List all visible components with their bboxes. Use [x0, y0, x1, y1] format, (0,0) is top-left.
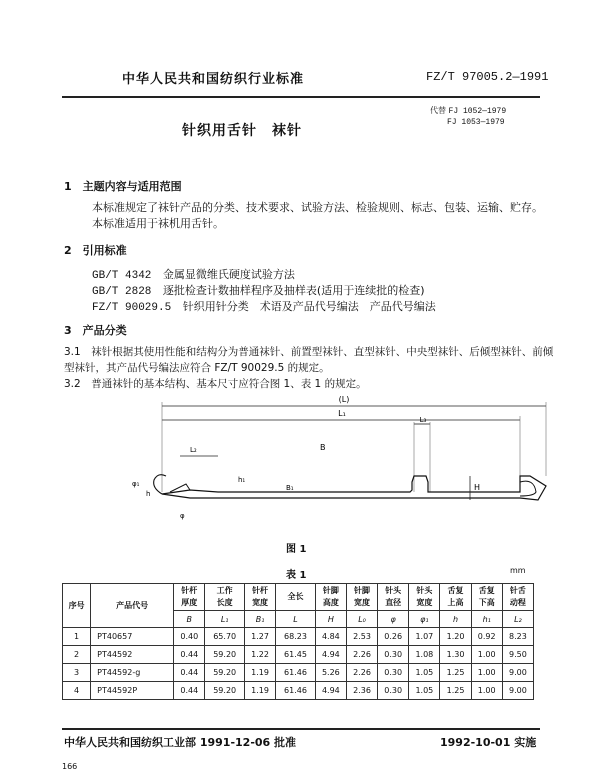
table-cell: 1.25 — [440, 682, 471, 700]
table-cell: 0.30 — [378, 646, 409, 664]
section-1-para-2: 本标准适用于袜机用舌针。 — [92, 217, 224, 230]
table-cell: 65.70 — [205, 628, 245, 646]
table-cell: 59.20 — [205, 664, 245, 682]
table-cell: 0.44 — [174, 682, 205, 700]
table-cell: 4 — [63, 682, 91, 700]
footer-rule — [62, 728, 540, 730]
table-cell: 0.30 — [378, 682, 409, 700]
table-cell: 1.00 — [471, 664, 502, 682]
standard-code: FZ/T 97005.2—1991 — [426, 70, 549, 84]
symbol-cell: h₁ — [471, 611, 502, 628]
reference-3 — [92, 298, 436, 314]
table-cell: PT40657 — [91, 628, 174, 646]
reference-1 — [92, 266, 295, 282]
table-cell: 9.50 — [502, 646, 533, 664]
table-cell: 8.23 — [502, 628, 533, 646]
header-cell: 针杆 宽度 — [244, 584, 275, 611]
label-l2: L₂ — [190, 446, 197, 454]
table-row — [63, 646, 534, 664]
table-cell: 59.20 — [205, 646, 245, 664]
symbol-cell: B₁ — [244, 611, 275, 628]
reference-2-title: 逐批检查计数抽样程序及抽样表(适用于连续批的检查) — [162, 284, 425, 297]
table-cell: 1.20 — [440, 628, 471, 646]
symbol-cell: h — [440, 611, 471, 628]
symbol-cell: L₀ — [346, 611, 377, 628]
replaces-code-1: FJ 1052—1979 — [448, 107, 507, 116]
label-phi1: φ₁ — [132, 480, 140, 488]
reference-1-title: 金属显微维氏硬度试验方法 — [162, 268, 295, 281]
table-cell: 1.00 — [471, 682, 502, 700]
spec-table — [62, 583, 534, 700]
section-3-1-line-1: 3.1 袜针根据其使用性能和结构分为普通袜针、前置型袜针、直型袜针、中央型袜针、后倾型袜针、前倾 — [64, 346, 554, 358]
symbol-cell: L₁ — [205, 611, 245, 628]
symbol-cell: φ — [378, 611, 409, 628]
table-cell: 1.22 — [244, 646, 275, 664]
table-cell: 0.40 — [174, 628, 205, 646]
needle-hook — [154, 475, 166, 494]
label-h1: h₁ — [238, 476, 246, 484]
table-cell: 2.53 — [346, 628, 377, 646]
table-cell: 9.00 — [502, 664, 533, 682]
table-cell: 61.45 — [276, 646, 316, 664]
replaces-label: 代替 — [430, 106, 446, 115]
table-cell: 5.26 — [315, 664, 346, 682]
section-3-2: 3.2 普通袜针的基本结构、基本尺寸应符合图 1、表 1 的规定。 — [64, 378, 367, 390]
table-cell: 0.30 — [378, 664, 409, 682]
table-row — [63, 628, 534, 646]
table-cell: 4.94 — [315, 682, 346, 700]
figure-caption: 图 1 — [286, 544, 307, 555]
table-cell: 61.46 — [276, 682, 316, 700]
table-cell: 4.84 — [315, 628, 346, 646]
table-cell: 1.05 — [409, 682, 440, 700]
table-cell: 0.44 — [174, 646, 205, 664]
section-1-para-1: 本标准规定了袜针产品的分类、技术要求、试验方法、检验规则、标志、包装、运输、贮存。 — [92, 201, 543, 214]
table-cell: 1.25 — [440, 664, 471, 682]
table-cell: 1.27 — [244, 628, 275, 646]
reference-2 — [92, 282, 425, 298]
symbol-cell: L — [276, 611, 316, 628]
label-l3: L₃ — [419, 416, 427, 424]
implementation-date: 1992-10-01 实施 — [440, 736, 537, 749]
header-cell: 工作 长度 — [205, 584, 245, 611]
header-cell: 针头 宽度 — [409, 584, 440, 611]
table-cell: 0.26 — [378, 628, 409, 646]
needle-diagram — [110, 392, 580, 532]
header-cell: 产品代号 — [91, 584, 174, 628]
header-cell: 舌复 上高 — [440, 584, 471, 611]
label-phi: φ — [180, 512, 185, 520]
section-2-heading: 2 引用标准 — [64, 244, 127, 257]
symbol-cell: B — [174, 611, 205, 628]
table-cell: 2.26 — [346, 664, 377, 682]
needle-butt — [520, 481, 536, 496]
reference-3-title: 针织用针分类 术语及产品代号编法 产品代号编法 — [182, 300, 436, 313]
header-cell: 针舌 动程 — [502, 584, 533, 611]
symbol-cell: H — [315, 611, 346, 628]
symbol-cell: L₂ — [502, 611, 533, 628]
section-1-heading: 1 主题内容与适用范围 — [64, 180, 182, 193]
table-cell: 1.19 — [244, 664, 275, 682]
table-cell: 59.20 — [205, 682, 245, 700]
document-title: 针织用舌针 袜针 — [182, 123, 302, 139]
table-cell: 2.26 — [346, 646, 377, 664]
table-cell: PT44592-g — [91, 664, 174, 682]
table-cell: 61.46 — [276, 664, 316, 682]
table-title: 表 1 — [286, 570, 307, 581]
header-rule — [62, 96, 540, 98]
symbol-cell: φ₁ — [409, 611, 440, 628]
table-cell: 9.00 — [502, 682, 533, 700]
table-cell: 0.92 — [471, 628, 502, 646]
table-cell: 2.36 — [346, 682, 377, 700]
label-b1: B₁ — [286, 484, 294, 492]
label-b: B — [320, 443, 326, 452]
table-cell: 4.94 — [315, 646, 346, 664]
label-l1: L₁ — [338, 409, 346, 418]
reference-1-code: GB/T 4342 — [92, 270, 152, 282]
replaces-block — [430, 106, 506, 128]
approval-statement: 中华人民共和国纺织工业部 1991-12-06 批准 — [64, 736, 297, 749]
label-h-big: H — [474, 483, 481, 492]
table-cell: 2 — [63, 646, 91, 664]
org-title: 中华人民共和国纺织行业标准 — [122, 72, 305, 87]
needle-outline — [162, 476, 546, 500]
section-3-1-line-2: 型袜针，其产品代号编法应符合 FZ/T 90029.5 的规定。 — [64, 362, 330, 374]
table-unit: mm — [510, 566, 526, 575]
table-cell: PT44592P — [91, 682, 174, 700]
header-cell: 针脚 高度 — [315, 584, 346, 611]
table-cell: 1.08 — [409, 646, 440, 664]
header-cell: 针脚 宽度 — [346, 584, 377, 611]
table-cell: 1 — [63, 628, 91, 646]
table-cell: 68.23 — [276, 628, 316, 646]
table-row — [63, 664, 534, 682]
header-cell: 序号 — [63, 584, 91, 628]
header-cell: 舌复 下高 — [471, 584, 502, 611]
table-header-row — [63, 584, 534, 611]
section-3-heading: 3 产品分类 — [64, 324, 127, 337]
table-cell: 1.07 — [409, 628, 440, 646]
table-cell: 1.19 — [244, 682, 275, 700]
table-cell: PT44592 — [91, 646, 174, 664]
table-cell: 0.44 — [174, 664, 205, 682]
header-cell: 全长 — [276, 584, 316, 611]
page-number: 166 — [62, 762, 78, 771]
label-h-small: h — [146, 490, 151, 498]
header-cell: 针杆 厚度 — [174, 584, 205, 611]
header-cell: 针头 直径 — [378, 584, 409, 611]
table-row — [63, 682, 534, 700]
replaces-code-2: FJ 1053—1979 — [447, 118, 505, 127]
table-cell: 1.30 — [440, 646, 471, 664]
table-cell: 3 — [63, 664, 91, 682]
reference-3-code: FZ/T 90029.5 — [92, 302, 172, 314]
table-cell: 1.00 — [471, 646, 502, 664]
reference-2-code: GB/T 2828 — [92, 286, 152, 298]
table-cell: 1.05 — [409, 664, 440, 682]
label-l-total: (L) — [338, 395, 350, 404]
